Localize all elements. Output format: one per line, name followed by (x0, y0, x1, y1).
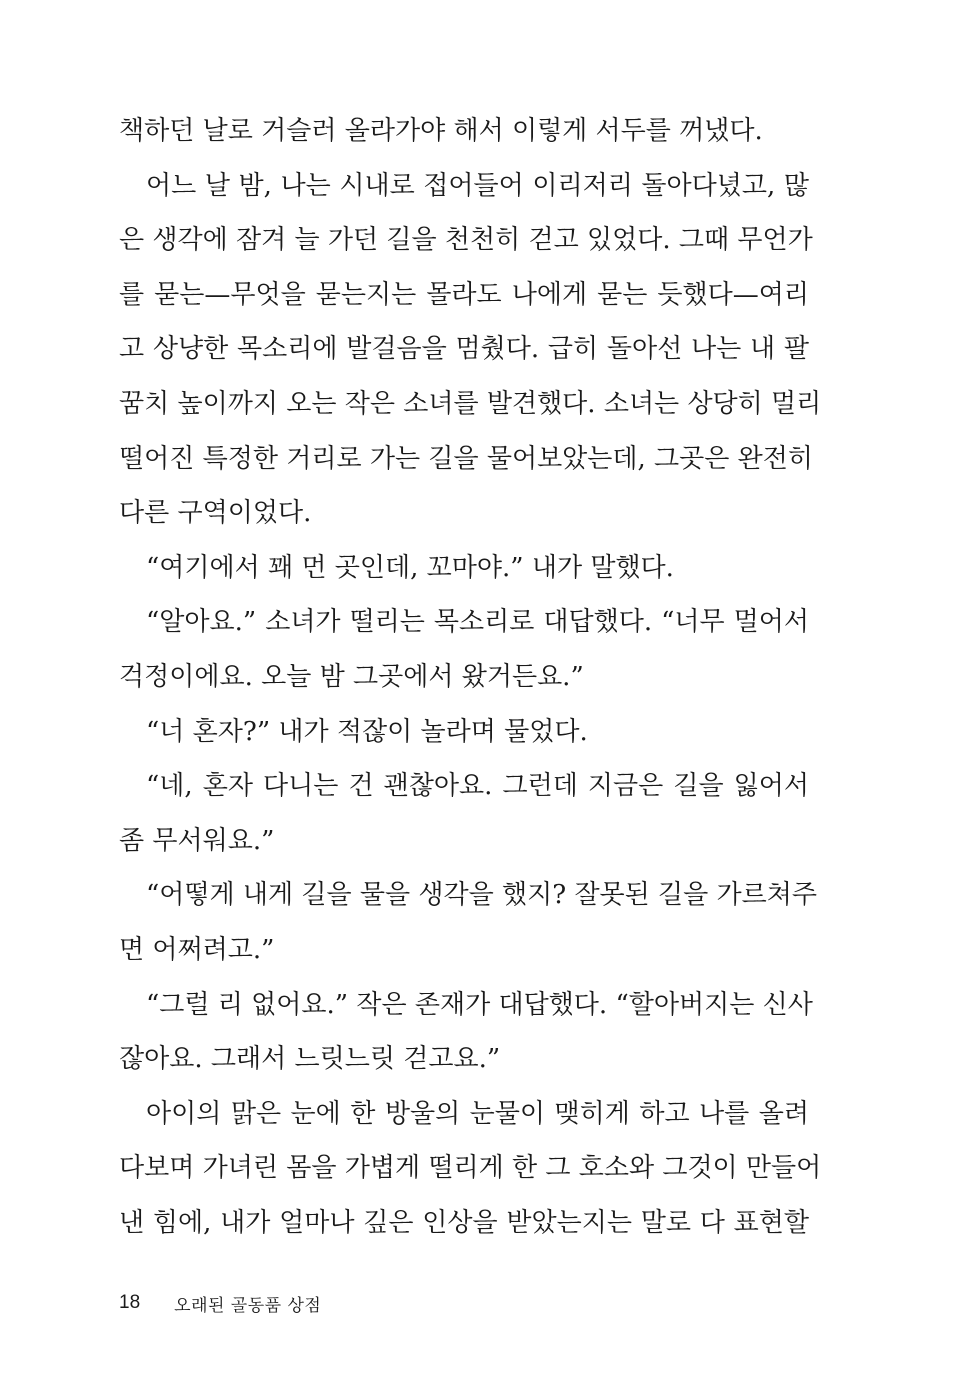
text-line: 고 상냥한 목소리에 발걸음을 멈췄다. 급히 돌아선 나는 내 팔 (119, 334, 809, 365)
text-line: 잖아요. 그래서 느릿느릿 걷고요.” (119, 1044, 501, 1075)
text-line: 다른 구역이었다. (119, 498, 312, 529)
text-line: 걱정이에요. 오늘 밤 그곳에서 왔거든요.” (119, 661, 584, 692)
text-line: 아이의 맑은 눈에 한 방울의 눈물이 맺히게 하고 나를 올려 (146, 1098, 809, 1129)
running-title: 오래된 골동품 상점 (174, 1295, 322, 1316)
text-line: 좀 무서워요.” (119, 825, 275, 856)
text-line: “그럴 리 없어요.” 작은 존재가 대답했다. “할아버지는 신사 (146, 989, 813, 1020)
page-number: 18 (119, 1292, 141, 1313)
text-line: “어떻게 내게 길을 물을 생각을 했지? 잘못된 길을 가르쳐주 (146, 880, 818, 911)
text-line: 꿈치 높이까지 오는 작은 소녀를 발견했다. 소녀는 상당히 멀리 (119, 388, 822, 419)
text-line: 어느 날 밤, 나는 시내로 접어들어 이리저리 돌아다녔고, 많 (146, 170, 809, 201)
text-line: 낸 힘에, 내가 얼마나 깊은 인상을 받았는지는 말로 다 표현할 (119, 1207, 809, 1238)
text-line: 다보며 가녀린 몸을 가볍게 떨리게 한 그 호소와 그것이 만들어 (119, 1153, 822, 1184)
text-line: “너 혼자?” 내가 적잖이 놀라며 물었다. (146, 716, 588, 747)
text-line: 를 묻는—무엇을 묻는지는 몰라도 나에게 묻는 듯했다—여리 (119, 279, 809, 310)
page-footer (119, 1288, 321, 1318)
body-text (119, 104, 822, 1250)
text-line: “여기에서 꽤 먼 곳인데, 꼬마야.” 내가 말했다. (146, 552, 674, 583)
text-line: “네, 혼자 다니는 건 괜찮아요. 그런데 지금은 길을 잃어서 (146, 771, 809, 802)
text-line: 은 생각에 잠겨 늘 가던 길을 천천히 걷고 있었다. 그때 무언가 (119, 225, 813, 256)
text-line: 책하던 날로 거슬러 올라가야 해서 이렇게 서두를 꺼냈다. (119, 116, 763, 146)
text-line: 떨어진 특정한 거리로 가는 길을 물어보았는데, 그곳은 완전히 (119, 443, 814, 474)
text-line: 면 어쩌려고.” (119, 934, 275, 965)
text-line: “알아요.” 소녀가 떨리는 목소리로 대답했다. “너무 멀어서 (146, 607, 809, 638)
